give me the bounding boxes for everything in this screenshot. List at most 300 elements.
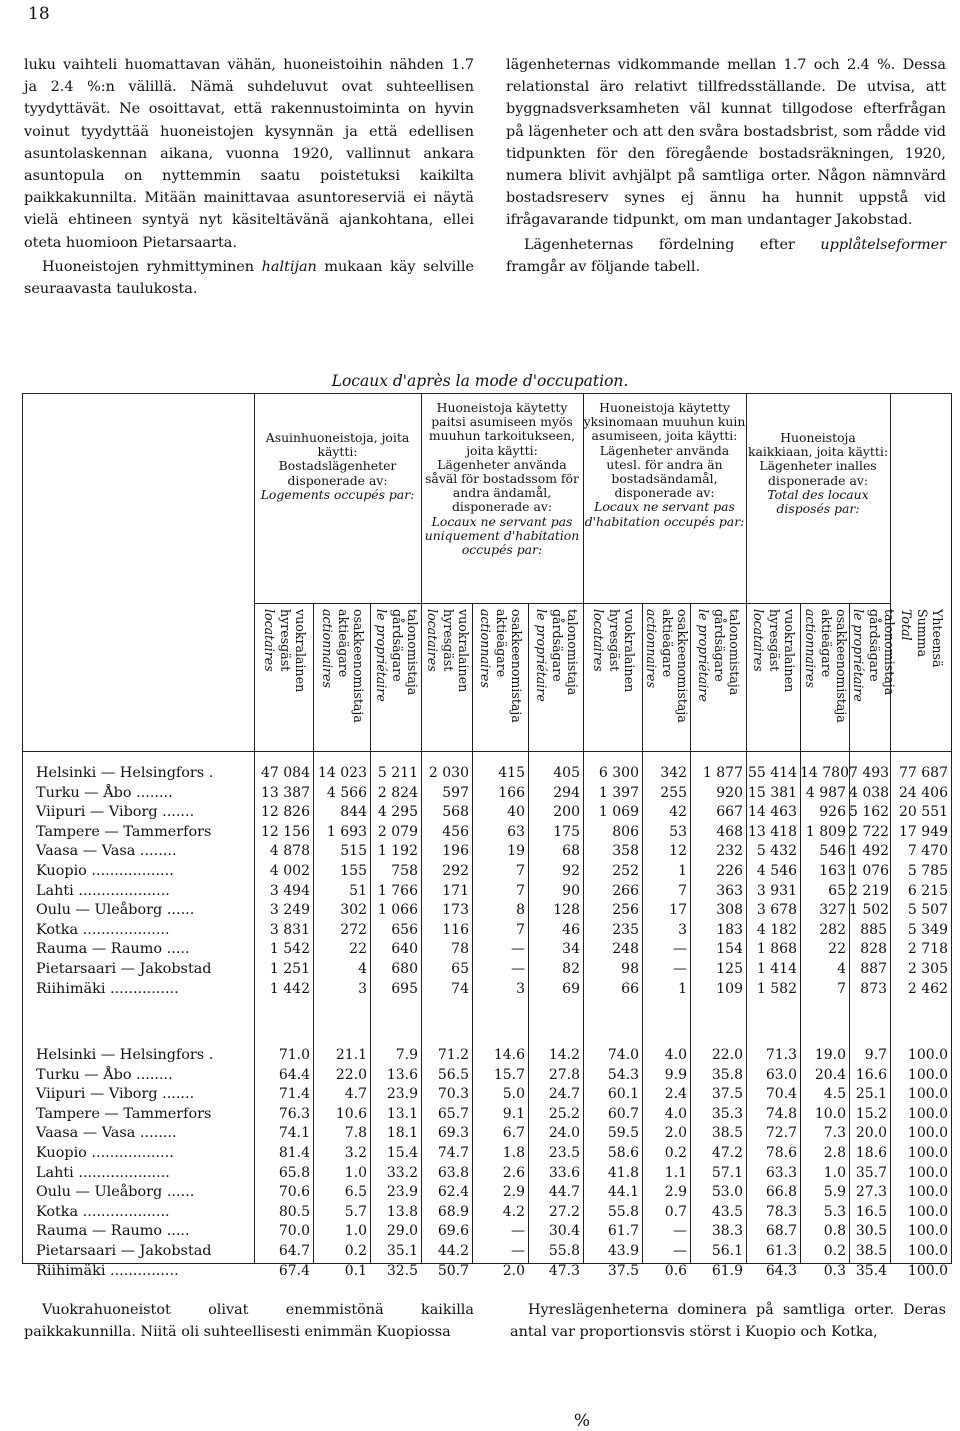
- table-cell: 53: [669, 823, 687, 840]
- table-cell: 1 251: [269, 961, 310, 977]
- table-cell: 14.6: [493, 1047, 525, 1063]
- table-cell: 1: [678, 980, 687, 997]
- table-cell: 68.9: [437, 1203, 469, 1220]
- table-cell: 100.0: [907, 1262, 948, 1279]
- table-cell: 7: [516, 921, 525, 938]
- table-cell: 1 693: [326, 823, 367, 840]
- table-cell: 456: [442, 823, 469, 840]
- table-cell: 67.4: [278, 1262, 310, 1279]
- table-cell: 100.0: [907, 1066, 948, 1083]
- table-cell: 12 156: [261, 823, 310, 840]
- table-header-rule: [22, 751, 952, 752]
- table-cell: 7 470: [907, 843, 948, 860]
- column-header-fr: actionnaires: [802, 609, 818, 688]
- column-header-fr: locataires: [424, 609, 440, 672]
- table-cell: 35.1: [386, 1243, 418, 1259]
- table-cell: 100.0: [907, 1164, 948, 1181]
- column-header-sv: gårdsägare: [549, 609, 565, 682]
- table-cell: 100.0: [907, 1105, 948, 1122]
- table-cell: 3 249: [269, 902, 310, 919]
- table-cell: 59.5: [607, 1125, 639, 1142]
- table-cell: 468: [716, 823, 743, 840]
- table-cell: —: [511, 1223, 525, 1240]
- table-cell: 43.9: [607, 1243, 639, 1259]
- column-header-fr: locataires: [751, 609, 767, 672]
- column-header-fi: osakkeenomistaja: [509, 609, 524, 723]
- paragraph: luku vaihteli huomattavan vähän, huoneistoihin nähden 1.7 ja 2.4 %:n välillä. Nämä suhdeluvut ovat suhteellisen tyydyttävät. Ne osoittavat, että rakennustoiminta on hyvin voinut tyydyttää huoneistojen kysynnän ja että edellisen asuntolaskennan aikana, vuonna 1920, vallinnut ankara asuntopula on nyttemmin saatu poistetuksi kaikilta paikkakunnilta. Mitään mainittavaa asuntoreserviä ei näytä vielä ehtineen syntyä nyt käsiteltävänä ajankohtana, ellei oteta huomioon Pietarsaarta.: [24, 57, 474, 251]
- column-header-sv: gårdsägare: [866, 609, 882, 682]
- table-cell: 5 507: [907, 902, 948, 919]
- table-cell: 78.3: [765, 1203, 797, 1220]
- table-cell: 4 182: [756, 921, 797, 938]
- table-cell: 5 349: [907, 921, 948, 938]
- table-cell: 55 414: [748, 765, 797, 781]
- table-cell: 920: [716, 784, 743, 801]
- column-header: [801, 609, 849, 745]
- column-header-fi: osakkeenomistaja: [350, 609, 366, 723]
- table-cell: 6.5: [344, 1184, 367, 1201]
- column-header-fi: vuokralainen: [292, 609, 308, 693]
- city-name: Vaasa — Vasa ........: [36, 1125, 177, 1142]
- table-cell: 60.7: [607, 1105, 639, 1122]
- table-cell: 13.1: [386, 1105, 418, 1122]
- table-cell: —: [673, 1223, 687, 1240]
- table-cell: 1 542: [269, 941, 310, 958]
- table-cell: 65.7: [437, 1105, 469, 1122]
- column-header-text: [589, 609, 637, 745]
- table-cell: 667: [716, 804, 743, 821]
- table-cell: 0.7: [664, 1203, 687, 1220]
- table-cell: 2 305: [907, 961, 948, 977]
- table-cell: 16.5: [855, 1203, 887, 1220]
- column-header-text: [749, 609, 797, 745]
- table-cell: 18.6: [855, 1145, 887, 1161]
- table-cell: 58.6: [607, 1145, 639, 1161]
- table-cell: 74.0: [607, 1047, 639, 1063]
- column-header-fr: le propriétaire: [851, 609, 867, 702]
- table-cell: 41.8: [607, 1164, 639, 1181]
- table-cell: 568: [442, 804, 469, 821]
- percent-heading: %: [573, 1411, 591, 1431]
- column-header: [749, 609, 797, 745]
- column-header: [642, 609, 690, 745]
- city-name: Kotka ...................: [36, 921, 170, 938]
- table-cell: 166: [498, 784, 525, 801]
- table-cell: 54.3: [607, 1066, 639, 1083]
- city-name: Viipuri — Viborg .......: [36, 1086, 195, 1103]
- table-cell: 7.9: [395, 1047, 418, 1063]
- table-cell: 282: [819, 921, 846, 938]
- table-cell: 252: [612, 863, 639, 879]
- table-cell: 1.0: [344, 1164, 367, 1181]
- table-cell: 69.3: [437, 1125, 469, 1142]
- table-cell: 100.0: [907, 1125, 948, 1142]
- table-cell: 294: [553, 784, 580, 801]
- table-cell: 680: [391, 961, 418, 977]
- table-cell: 4.0: [664, 1105, 687, 1122]
- table-cell: 37.5: [607, 1262, 639, 1279]
- table-cell: 2.0: [664, 1125, 687, 1142]
- table-cell: 226: [716, 863, 743, 879]
- column-header-text: [476, 609, 524, 745]
- table-cell: 2.8: [823, 1145, 846, 1161]
- table-cell: 55.8: [548, 1243, 580, 1259]
- column-header-text: [318, 609, 366, 745]
- table-cell: 3: [516, 980, 525, 997]
- table-cell: 6.7: [502, 1125, 525, 1142]
- table-cell: 15 381: [748, 784, 797, 801]
- subheader-rule: [254, 603, 890, 604]
- table-cell: 358: [612, 843, 639, 860]
- table-cell: 656: [391, 921, 418, 938]
- city-name: Lahti ....................: [36, 1164, 170, 1181]
- table-cell: 0.6: [664, 1262, 687, 1279]
- table-cell: 2 219: [849, 882, 890, 899]
- table-cell: 1 192: [377, 843, 418, 860]
- column-header-text: [532, 609, 580, 745]
- table-cell: 272: [340, 921, 367, 938]
- table-cell: 1 766: [377, 882, 418, 899]
- table-cell: 65: [451, 961, 469, 977]
- table-cell: 64.3: [765, 1262, 797, 1279]
- table-cell: 7.8: [344, 1125, 367, 1142]
- table-cell: 2 722: [849, 823, 890, 840]
- table-cell: 20.0: [855, 1125, 887, 1142]
- table-cell: 16.6: [855, 1066, 887, 1083]
- table-cell: 1 582: [756, 980, 797, 997]
- table-cell: 4: [837, 961, 846, 977]
- table-cell: 8: [516, 902, 525, 919]
- table-cell: 25.1: [855, 1086, 887, 1103]
- column-header-fr: actionnaires: [319, 609, 335, 688]
- city-name: Turku — Åbo ........: [36, 784, 173, 801]
- table-cell: 9.1: [502, 1105, 525, 1122]
- table-cell: 1 442: [269, 980, 310, 997]
- table-cell: 70.0: [278, 1223, 310, 1240]
- column-header-fr: le propriétaire: [696, 609, 712, 702]
- table-cell: 2 462: [907, 980, 948, 997]
- table-cell: 9.9: [664, 1066, 687, 1083]
- table-cell: 200: [553, 804, 580, 821]
- group-header-fi: Huoneistoja käytetty paitsi asumiseen myös muuhun tarkoitukseen, joita käytti:: [428, 400, 576, 458]
- column-header-sv: gårdsägare: [711, 609, 727, 682]
- table-cell: 21.1: [335, 1047, 367, 1063]
- table-cell: 3.2: [344, 1145, 367, 1161]
- column-header: [260, 609, 308, 745]
- table-cell: 63: [507, 823, 525, 840]
- column-header-fi: talonomistaja: [882, 609, 897, 696]
- table-cell: 155: [340, 863, 367, 879]
- table-cell: 65.8: [278, 1164, 310, 1181]
- table-cell: 33.6: [548, 1164, 580, 1181]
- table-cell: 363: [716, 882, 743, 899]
- city-name: Helsinki — Helsingfors .: [36, 765, 214, 781]
- table-cell: 232: [716, 843, 743, 860]
- group-header: [746, 431, 890, 516]
- table-cell: 4.7: [344, 1086, 367, 1103]
- table-cell: 2.9: [502, 1184, 525, 1201]
- table-cell: 0.2: [344, 1243, 367, 1259]
- table-cell: 92: [562, 863, 580, 879]
- table-cell: 266: [612, 882, 639, 899]
- table-cell: 173: [442, 902, 469, 919]
- table-cell: 71.4: [278, 1086, 310, 1103]
- table-cell: 66: [621, 980, 639, 997]
- column-header-fr: actionnaires: [478, 609, 494, 688]
- table-cell: 1 414: [756, 961, 797, 977]
- table-cell: 50.7: [437, 1262, 469, 1279]
- city-name: Lahti ....................: [36, 882, 170, 899]
- table-cell: 71.0: [278, 1047, 310, 1063]
- table-cell: —: [511, 1243, 525, 1259]
- table-cell: 2.0: [502, 1262, 525, 1279]
- column-header-text: [372, 609, 420, 745]
- table-cell: 30.4: [548, 1223, 580, 1240]
- table-cell: 758: [391, 863, 418, 879]
- table-cell: 1 868: [756, 941, 797, 958]
- table-cell: 47 084: [261, 765, 310, 781]
- table-cell: 100.0: [907, 1203, 948, 1220]
- table-cell: 27.3: [855, 1184, 887, 1201]
- group-header-fr: Total des locaux disposés par:: [767, 486, 869, 517]
- table-cell: 128: [553, 902, 580, 919]
- table-cell: 5 162: [849, 804, 890, 821]
- table-cell: 844: [340, 804, 367, 821]
- table-cell: 60.1: [607, 1086, 639, 1103]
- table-cell: 4: [358, 961, 367, 977]
- table-cell: 34: [562, 941, 580, 958]
- table-cell: 56.1: [711, 1243, 743, 1259]
- table-cell: 3: [358, 980, 367, 997]
- city-name: Riihimäki ...............: [36, 1262, 179, 1279]
- table-cell: 4 002: [269, 863, 310, 879]
- column-header-fi: osakkeenomistaja: [675, 609, 690, 723]
- text-column-finnish: [24, 54, 474, 300]
- table-cell: 5 785: [907, 863, 948, 879]
- group-header: [254, 431, 421, 502]
- table-cell: 14.2: [548, 1047, 580, 1063]
- column-header-fi: osakkeenomistaja: [833, 609, 849, 723]
- table-cell: 63.8: [437, 1164, 469, 1181]
- city-name: Rauma — Raumo .....: [36, 1223, 190, 1240]
- table-cell: 42: [669, 804, 687, 821]
- table-cell: 109: [716, 980, 743, 997]
- table-cell: 640: [391, 941, 418, 958]
- city-name: Viipuri — Viborg .......: [36, 804, 195, 821]
- table-cell: 80.5: [278, 1203, 310, 1220]
- table-cell: 68.7: [765, 1223, 797, 1240]
- table-cell: 70.3: [437, 1086, 469, 1103]
- table-cell: 13 418: [748, 823, 797, 840]
- table-cell: —: [673, 961, 687, 977]
- table-cell: 2.4: [664, 1086, 687, 1103]
- city-name: Kuopio ..................: [36, 863, 174, 879]
- table-cell: 72.7: [765, 1125, 797, 1142]
- table-cell: 74.7: [437, 1145, 469, 1161]
- table-cell: 4 295: [377, 804, 418, 821]
- table-cell: 4 987: [805, 784, 846, 801]
- city-name: Oulu — Uleåborg ......: [36, 1184, 195, 1201]
- table-cell: 415: [498, 765, 525, 781]
- table-cell: 61.7: [607, 1223, 639, 1240]
- column-header-fr: actionnaires: [644, 609, 660, 688]
- table-cell: 806: [612, 823, 639, 840]
- table-cell: 35.4: [855, 1262, 887, 1279]
- table-cell: 0.2: [664, 1145, 687, 1161]
- table-cell: 13.6: [386, 1066, 418, 1083]
- table-cell: 14 463: [748, 804, 797, 821]
- table-cell: 35.8: [711, 1066, 743, 1083]
- table-cell: 5.0: [502, 1086, 525, 1103]
- table-cell: 100.0: [907, 1243, 948, 1259]
- table-cell: 2 079: [377, 823, 418, 840]
- table-cell: 100.0: [907, 1086, 948, 1103]
- table-cell: 4.5: [823, 1086, 846, 1103]
- city-name: Tampere — Tammerfors: [36, 1105, 212, 1122]
- table-cell: 7: [516, 882, 525, 899]
- table-cell: 23.5: [548, 1145, 580, 1161]
- column-header-sv: aktieägare: [818, 609, 834, 678]
- table-cell: 38.3: [711, 1223, 743, 1240]
- table-cell: 3 931: [756, 882, 797, 899]
- table-cell: 74.8: [765, 1105, 797, 1122]
- column-header-sv: hyresgäst: [766, 609, 782, 672]
- table-cell: 342: [660, 765, 687, 781]
- table-cell: 7 493: [849, 765, 890, 781]
- table-cell: 56.5: [437, 1066, 469, 1083]
- table-cell: 546: [819, 843, 846, 860]
- table-cell: 74.1: [278, 1125, 310, 1142]
- table-cell: 35.7: [855, 1164, 887, 1181]
- group-header-fr: Locaux ne servant pas d'habitation occupés par:: [584, 499, 745, 529]
- column-header-fr: Total: [898, 609, 914, 641]
- table-cell: 25.2: [548, 1105, 580, 1122]
- column-header-sv: gårdsägare: [389, 609, 405, 682]
- table-cell: 5.7: [344, 1203, 367, 1220]
- table-cell: 77 687: [899, 765, 948, 781]
- table-cell: 43.5: [711, 1203, 743, 1220]
- column-header-fr: locataires: [261, 609, 277, 672]
- table-cell: 69.6: [437, 1223, 469, 1240]
- table-cell: 1.0: [823, 1164, 846, 1181]
- table-cell: 19.0: [814, 1047, 846, 1063]
- table-cell: 1 069: [598, 804, 639, 821]
- city-name: Riihimäki ...............: [36, 980, 179, 997]
- table-cell: 15.7: [493, 1066, 525, 1083]
- table-cell: 24.7: [548, 1086, 580, 1103]
- table-cell: 13 387: [261, 784, 310, 801]
- table-cell: 65: [828, 882, 846, 899]
- group-header: [583, 401, 746, 529]
- table-cell: 18.1: [386, 1125, 418, 1142]
- table-cell: 3 678: [756, 902, 797, 919]
- table-cell: 23.9: [386, 1086, 418, 1103]
- table-cell: 1: [678, 863, 687, 879]
- table-cell: 35.3: [711, 1105, 743, 1122]
- column-header-sv: aktieägare: [335, 609, 351, 678]
- table-cell: 70.6: [278, 1184, 310, 1201]
- table-cell: 22: [349, 941, 367, 958]
- column-header: [897, 609, 945, 745]
- column-header-fi: talonomistaja: [404, 609, 420, 696]
- table-cell: 154: [716, 941, 743, 958]
- table-cell: 51: [349, 882, 367, 899]
- table-cell: —: [511, 941, 525, 958]
- bottom-text-finnish: Vuokrahuoneistot olivat enemmistönä kaikilla paikkakunnilla. Niitä oli suhteellisesti enimmän Kuopiossa: [24, 1302, 474, 1340]
- column-header-fi: Yhteensä: [929, 609, 945, 668]
- city-name: Rauma — Raumo .....: [36, 941, 190, 958]
- table-cell: 23.9: [386, 1184, 418, 1201]
- table-cell: 17: [669, 902, 687, 919]
- table-caption: Locaux d'après la mode d'occupation.: [331, 372, 629, 390]
- city-name: Tampere — Tammerfors: [36, 823, 212, 840]
- table-cell: 38.5: [855, 1243, 887, 1259]
- table-cell: 1 502: [849, 902, 890, 919]
- city-name: Kuopio ..................: [36, 1145, 174, 1161]
- table-cell: 183: [716, 921, 743, 938]
- group-header: [421, 401, 583, 557]
- table-cell: 27.8: [548, 1066, 580, 1083]
- table-cell: 98: [621, 961, 639, 977]
- table-cell: 1 877: [702, 765, 743, 781]
- table-cell: 1 809: [805, 823, 846, 840]
- table-cell: 0.1: [344, 1262, 367, 1279]
- table-cell: 55.8: [607, 1203, 639, 1220]
- table-cell: 63.0: [765, 1066, 797, 1083]
- table-cell: 5 432: [756, 843, 797, 860]
- table-cell: 17 949: [899, 823, 948, 840]
- table-cell: 69: [562, 980, 580, 997]
- group-header-fi: Asuinhuoneistoja, joita käytti:: [265, 430, 410, 460]
- column-header-text: [849, 609, 897, 745]
- table-cell: 6 215: [907, 882, 948, 899]
- table-cell: 1.0: [344, 1223, 367, 1240]
- column-header-fr: locataires: [590, 609, 606, 672]
- column-header-text: [423, 609, 471, 745]
- group-header-fr: Logements occupés par:: [260, 486, 415, 502]
- column-header: [694, 609, 742, 745]
- city-name: Helsinki — Helsingfors .: [36, 1047, 214, 1063]
- column-header-fi: talonomistaja: [564, 609, 580, 696]
- table-cell: 38.5: [711, 1125, 743, 1142]
- table-cell: 64.7: [278, 1243, 310, 1259]
- table-cell: 5.9: [823, 1184, 846, 1201]
- column-header-sv: hyresgäst: [606, 609, 622, 672]
- table-cell: 302: [340, 902, 367, 919]
- table-cell: 78: [451, 941, 469, 958]
- column-header: [372, 609, 420, 745]
- table-cell: 196: [442, 843, 469, 860]
- table-cell: 171: [442, 882, 469, 899]
- city-name: Vaasa — Vasa ........: [36, 843, 177, 860]
- table-cell: 46: [562, 921, 580, 938]
- column-header-text: [642, 609, 690, 745]
- column-header-fi: talonomistaja: [727, 609, 742, 696]
- table-cell: 22.0: [711, 1047, 743, 1063]
- table-cell: 64.4: [278, 1066, 310, 1083]
- column-header: [476, 609, 524, 745]
- column-header-fi: vuokralainen: [455, 609, 471, 693]
- table-cell: 57.1: [711, 1164, 743, 1181]
- table-cell: 44.1: [607, 1184, 639, 1201]
- paragraph: lägenheternas vidkommande mellan 1.7 och 2.4 %. Dessa relationstal äro relativt tillfredsställande. De utvisa, att byggnadsverksamheten väl kunnat tillgodose efterfrågan på lägenheter och att den svåra bostadsbrist, som rådde vid tidpunkten för den föregående bostadsräkningen, 1920, numera blivit avhjälpt på samtliga orter. Någon nämnvärd bostadsreserv synes ej ännu ha hunnit uppstå vid ifrågavarande tidpunkt, om man undantager Jakobstad.: [506, 57, 946, 229]
- table-cell: 1 066: [377, 902, 418, 919]
- paragraph-intro: Huoneistojen ryhmittyminen haltijan mukaan käy selville seuraavasta taulukosta.: [24, 258, 474, 298]
- table-cell: 71.3: [765, 1047, 797, 1063]
- table-cell: 37.5: [711, 1086, 743, 1103]
- table-cell: 14 780: [800, 765, 849, 781]
- table-cell: 20 551: [899, 804, 948, 821]
